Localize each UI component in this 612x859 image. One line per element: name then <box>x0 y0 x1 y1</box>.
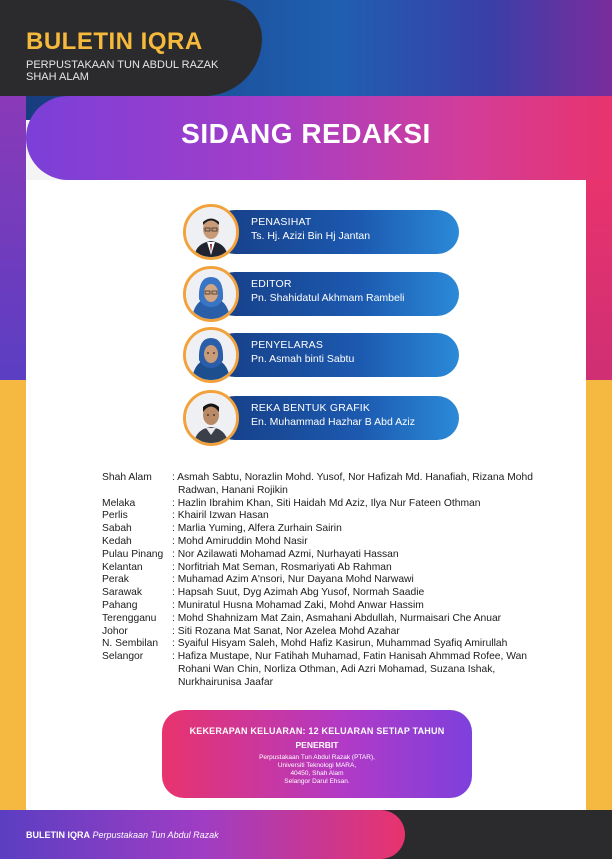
masthead-title: BULETIN IQRA <box>26 28 203 55</box>
person-role: PENYELARAS <box>251 339 324 351</box>
address-line: Selangor Darul Ehsan. <box>284 778 350 785</box>
region-state: N. Sembilan <box>102 638 159 650</box>
region-state: Sabah <box>102 523 132 535</box>
region-state: Perlis <box>102 510 128 522</box>
list-item <box>102 510 572 523</box>
person-card-reka-bentuk-grafik <box>183 390 461 446</box>
person-pill <box>213 210 459 254</box>
region-members: : Siti Rozana Mat Sanat, Nor Azelea Mohd Azahar <box>172 626 572 639</box>
right-yellow-strip <box>584 380 612 810</box>
region-state: Pahang <box>102 599 138 611</box>
person-role: PENASIHAT <box>251 216 312 228</box>
region-state: Kelantan <box>102 561 143 573</box>
list-item <box>102 613 572 626</box>
left-purple-strip <box>0 95 26 380</box>
person-name: En. Muhammad Hazhar B Abd Aziz <box>251 416 415 428</box>
region-state: Melaka <box>102 497 136 509</box>
person-card-penasihat <box>183 204 461 260</box>
list-item <box>102 638 572 651</box>
region-members: : Hazlin Ibrahim Khan, Siti Haidah Md Aziz, Ilya Nur Fateen Othman <box>172 498 572 511</box>
list-item <box>102 498 572 511</box>
publication-info-box <box>162 710 472 798</box>
region-members: : Hapsah Suut, Dyg Azimah Abg Yusof, Normah Saadie <box>172 587 572 600</box>
masthead <box>0 0 262 96</box>
publisher-address <box>162 754 472 786</box>
region-members: : Asmah Sabtu, Norazlin Mohd. Yusof, Nor Hafizah Md. Hanafiah, Rizana Mohd Radwan, Hanani Rojikin <box>172 472 572 498</box>
footer-bold-text: BULETIN IQRA <box>26 830 90 840</box>
region-state: Pulau Pinang <box>102 548 164 560</box>
region-state: Perak <box>102 574 129 586</box>
woman-hijab-avatar <box>183 266 239 322</box>
list-item <box>102 587 572 600</box>
region-state: Kedah <box>102 535 132 547</box>
woman-hijab-avatar <box>183 327 239 383</box>
list-item <box>102 536 572 549</box>
person-role: REKA BENTUK GRAFIK <box>251 402 371 414</box>
list-item <box>102 574 572 587</box>
left-yellow-strip <box>0 380 26 810</box>
region-members: : Norfitriah Mat Seman, Rosmariyati Ab Rahman <box>172 562 572 575</box>
masthead-subtitle-line2: SHAH ALAM <box>26 71 89 83</box>
person-card-penyelaras <box>183 327 461 383</box>
publication-frequency: KEKERAPAN KELUARAN: 12 KELUARAN SETIAP TAHUN <box>189 726 445 736</box>
list-item <box>102 549 572 562</box>
right-pink-strip <box>584 180 612 380</box>
list-item <box>102 626 572 639</box>
region-members: : Muniratul Husna Mohamad Zaki, Mohd Anwar Hassim <box>172 600 572 613</box>
regional-contributors-list <box>102 472 572 690</box>
address-line: Perpustakaan Tun Abdul Razak (PTAR), <box>259 754 375 761</box>
region-state: Sarawak <box>102 587 143 599</box>
region-members: : Mohd Shahnizam Mat Zain, Asmahani Abdullah, Nurmaisari Che Anuar <box>172 613 572 626</box>
masthead-subtitle-line1: PERPUSTAKAAN TUN ABDUL RAZAK <box>26 59 219 71</box>
address-line: 40450, Shah Alam <box>290 770 344 777</box>
footer-text <box>26 830 219 840</box>
region-state: Selangor <box>102 651 144 663</box>
region-members: : Khairil Izwan Hasan <box>172 510 572 523</box>
person-pill <box>213 272 459 316</box>
region-members: : Mohd Amiruddin Mohd Nasir <box>172 536 572 549</box>
person-role: EDITOR <box>251 278 292 290</box>
person-card-editor <box>183 266 461 322</box>
man-avatar <box>183 390 239 446</box>
footer-italic-text: Perpustakaan Tun Abdul Razak <box>92 830 219 840</box>
address-line: Universiti Teknologi MARA, <box>277 762 357 769</box>
region-members: : Hafiza Mustape, Nur Fatihah Muhamad, Fatin Hanisah Ahmmad Rofee, Wan Rohani Wan Chin, Norliza Othman, Adi Azri Mohamad, Suzana Ishak, Nurkhairunisa Jaafar <box>172 651 552 689</box>
list-item <box>102 523 572 536</box>
region-state: Shah Alam <box>102 472 152 483</box>
region-state: Johor <box>102 625 128 637</box>
publisher-label: PENERBIT <box>295 740 339 750</box>
list-item <box>102 472 572 498</box>
man-suit-avatar <box>183 204 239 260</box>
region-state: Terengganu <box>102 612 157 624</box>
person-name: Pn. Shahidatul Akhmam Rambeli <box>251 292 405 304</box>
person-pill <box>213 333 459 377</box>
list-item <box>102 651 572 689</box>
region-members: : Muhamad Azim A'nsori, Nur Dayana Mohd Narwawi <box>172 574 572 587</box>
person-name: Ts. Hj. Azizi Bin Hj Jantan <box>251 230 371 242</box>
region-members: : Marlia Yuming, Alfera Zurhain Sairin <box>172 523 572 536</box>
region-members: : Nor Azilawati Mohamad Azmi, Nurhayati Hassan <box>172 549 572 562</box>
section-title: SIDANG REDAKSI <box>181 118 431 149</box>
list-item <box>102 600 572 613</box>
region-members: : Syaiful Hisyam Saleh, Mohd Hafiz Kasirun, Muhammad Syafiq Amirullah <box>172 638 572 651</box>
list-item <box>102 562 572 575</box>
person-pill <box>213 396 459 440</box>
person-name: Pn. Asmah binti Sabtu <box>251 353 355 365</box>
